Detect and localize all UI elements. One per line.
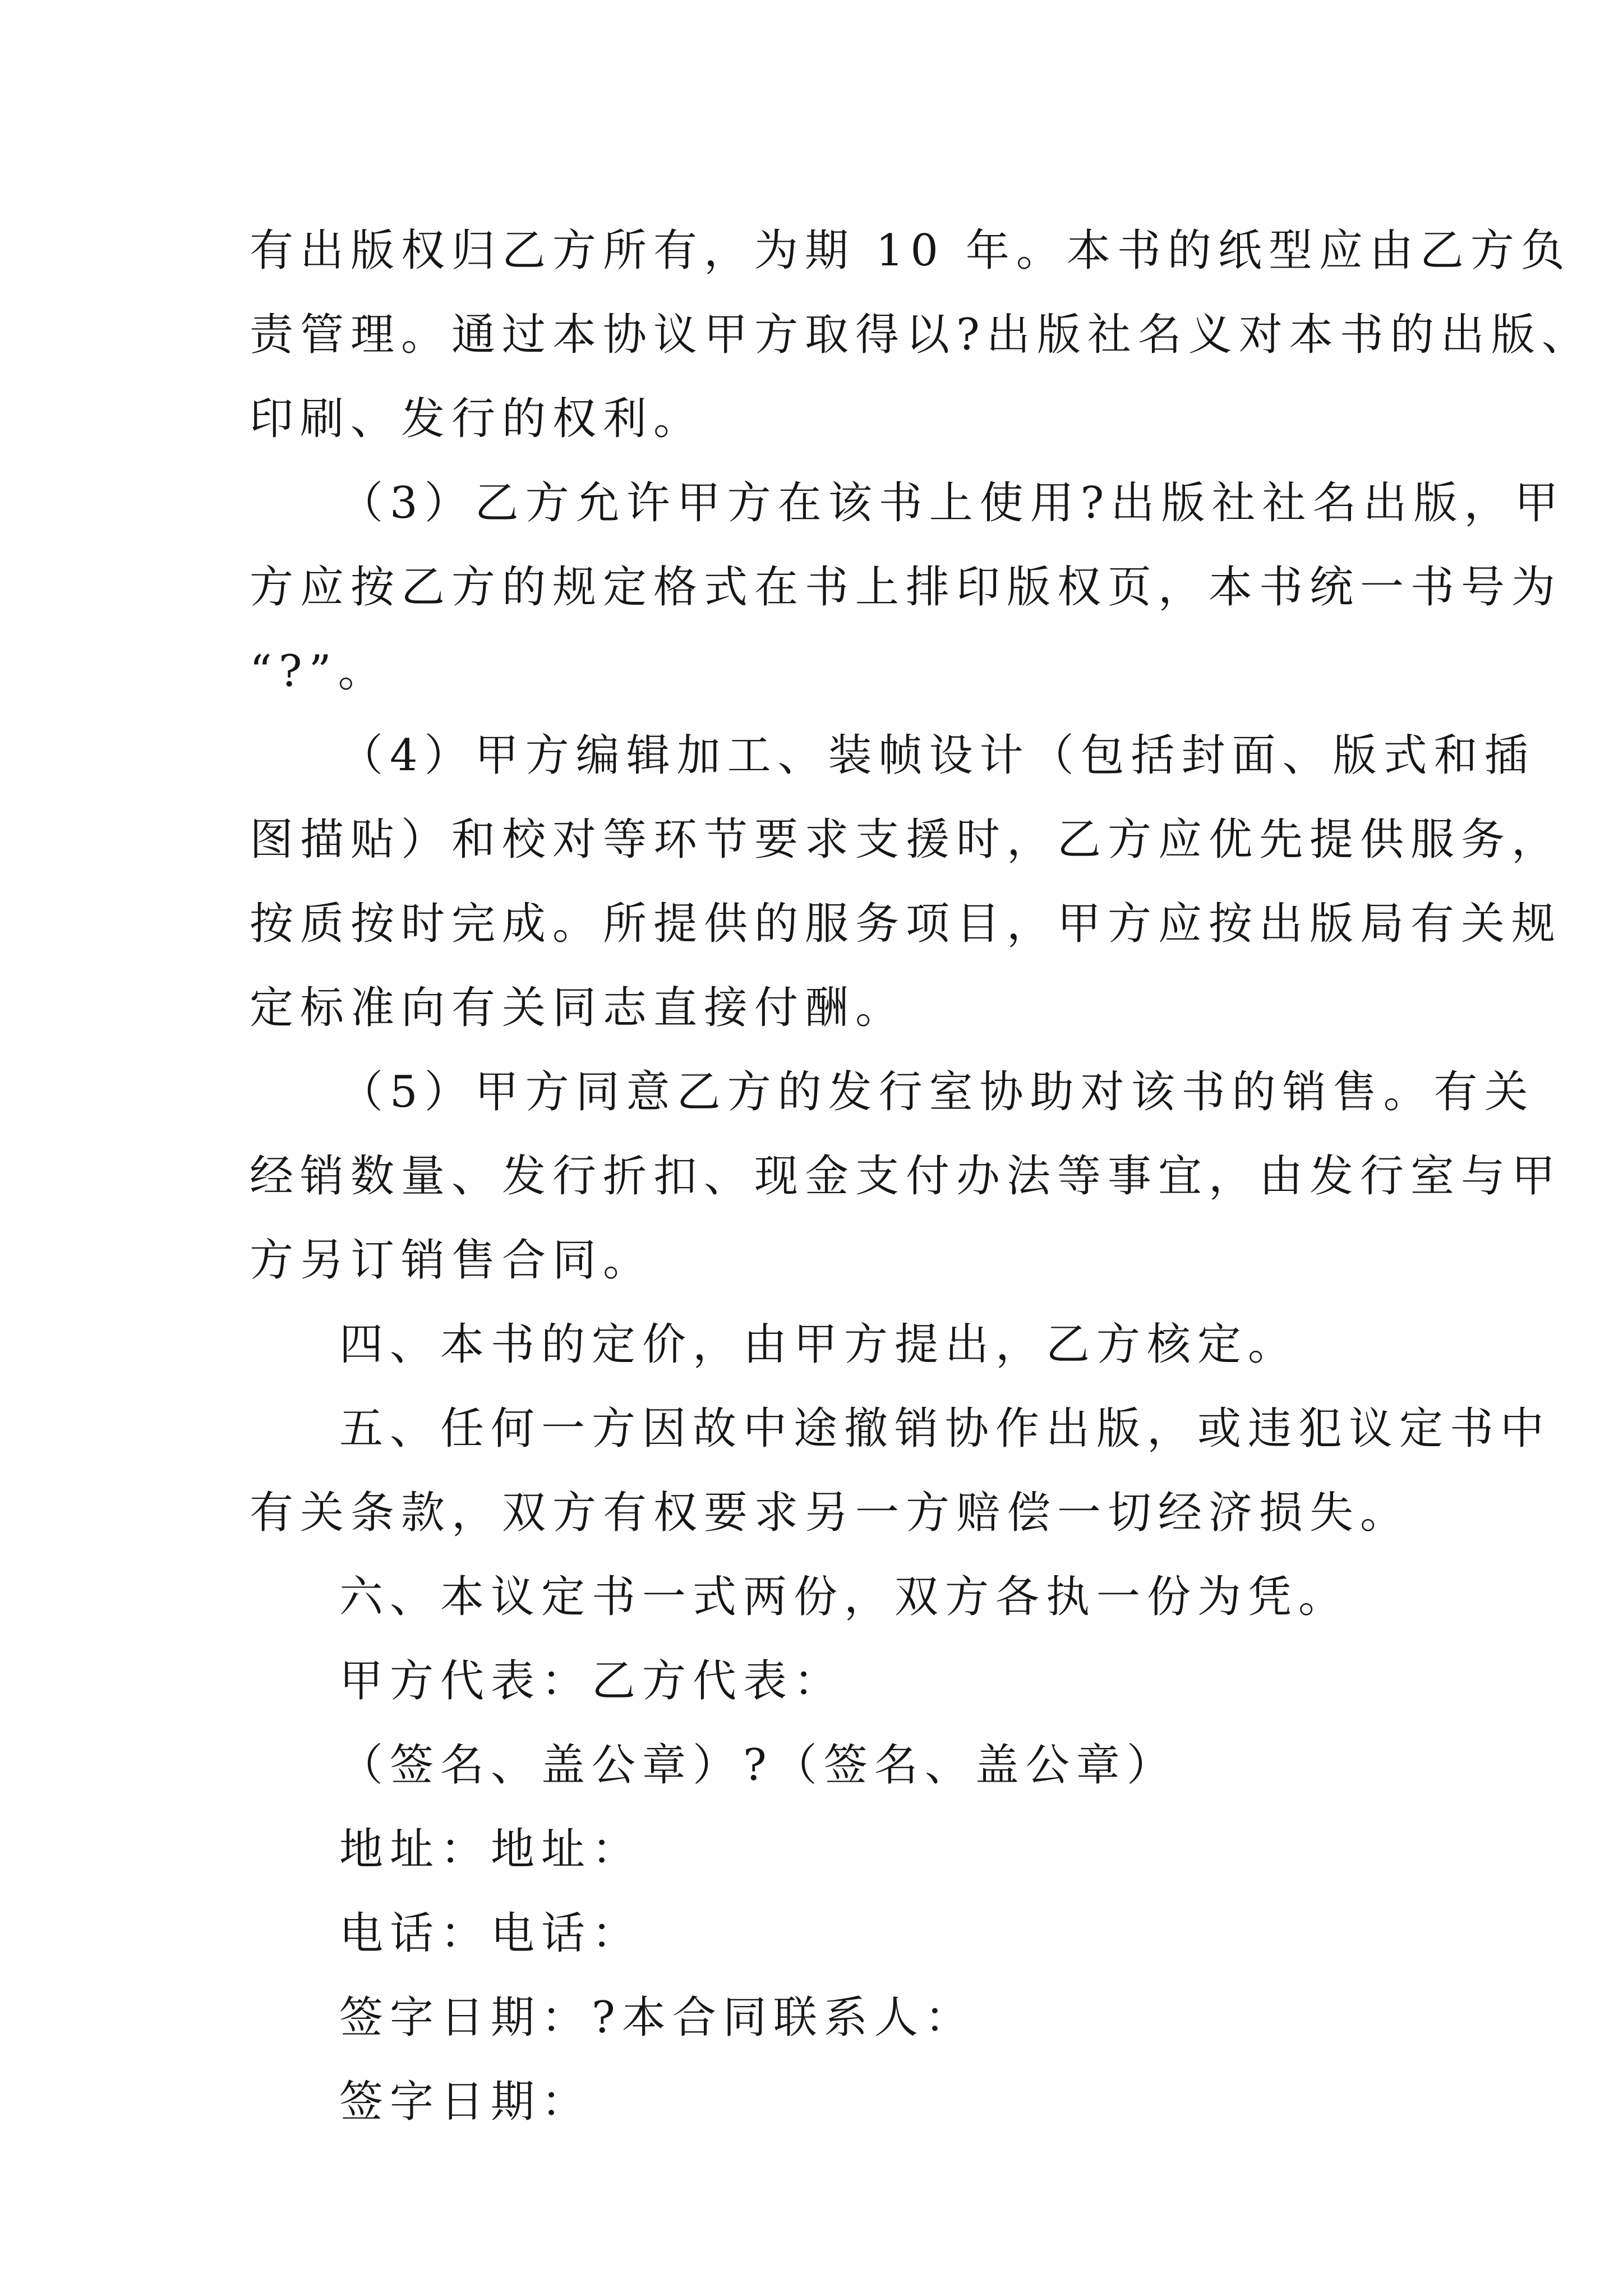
paragraph-article-5: [250, 1387, 1551, 1555]
text-line: 有关条款，双方有权要求另一方赔偿一切经济损失。: [250, 1488, 1411, 1538]
paragraph-article-6: [250, 1555, 1405, 1639]
sign-date-line: 签字日期：: [339, 2077, 592, 2127]
paragraph-clause-4: [250, 714, 1562, 1050]
text-line: （4）甲方编辑加工、装帧设计（包括封面、版式和插: [339, 730, 1535, 781]
seal-line: （签名、盖公章）?（签名、盖公章）: [339, 1740, 1177, 1791]
text-line: 按质按时完成。所提供的服务项目，甲方应按出版局有关规: [250, 899, 1562, 949]
text-line: 五、任何一方因故中途撤销协作出版，或违犯议定书中: [339, 1404, 1551, 1454]
text-line: 方另订销售合同。: [250, 1235, 654, 1286]
phone-line: 电话：电话：: [339, 1908, 643, 1959]
text-line: 图描贴）和校对等环节要求支援时，乙方应优先提供服务，: [250, 815, 1562, 865]
text-line: （3）乙方允许甲方在该书上使用?出版社社名出版，甲: [339, 478, 1565, 528]
document-body: [250, 209, 1592, 2144]
text-line: 责管理。通过本协议甲方取得以?出版社名义对本书的出版、: [250, 310, 1592, 360]
signature-block: [250, 1639, 1405, 2144]
text-line: “?”。: [250, 646, 389, 697]
text-line: 有出版权归乙方所有，为期 10 年。本书的纸型应由乙方负: [250, 226, 1571, 276]
address-line: 地址：地址：: [339, 1824, 643, 1875]
paragraph-copyright-term: [250, 209, 1592, 461]
text-line: 印刷、发行的权利。: [250, 394, 704, 444]
text-line: 经销数量、发行折扣、现金支付办法等事宜，由发行室与甲: [250, 1151, 1562, 1202]
sign-date-contact-line: 签字日期：?本合同联系人：: [339, 1993, 975, 2043]
text-line: （5）甲方同意乙方的发行室协助对该书的销售。有关: [339, 1067, 1535, 1117]
paragraph-clause-5: [250, 1050, 1562, 1303]
text-line: 六、本议定书一式两份，双方各执一份为凭。: [339, 1572, 1349, 1622]
text-line: 四、本书的定价，由甲方提出，乙方核定。: [339, 1319, 1299, 1370]
representatives-line: 甲方代表：乙方代表：: [339, 1656, 845, 1706]
text-line: 定标准向有关同志直接付酬。: [250, 983, 906, 1033]
paragraph-clause-3: [250, 461, 1565, 714]
text-line: 方应按乙方的规定格式在书上排印版权页，本书统一书号为: [250, 562, 1562, 613]
paragraph-article-4: [250, 1303, 1405, 1387]
